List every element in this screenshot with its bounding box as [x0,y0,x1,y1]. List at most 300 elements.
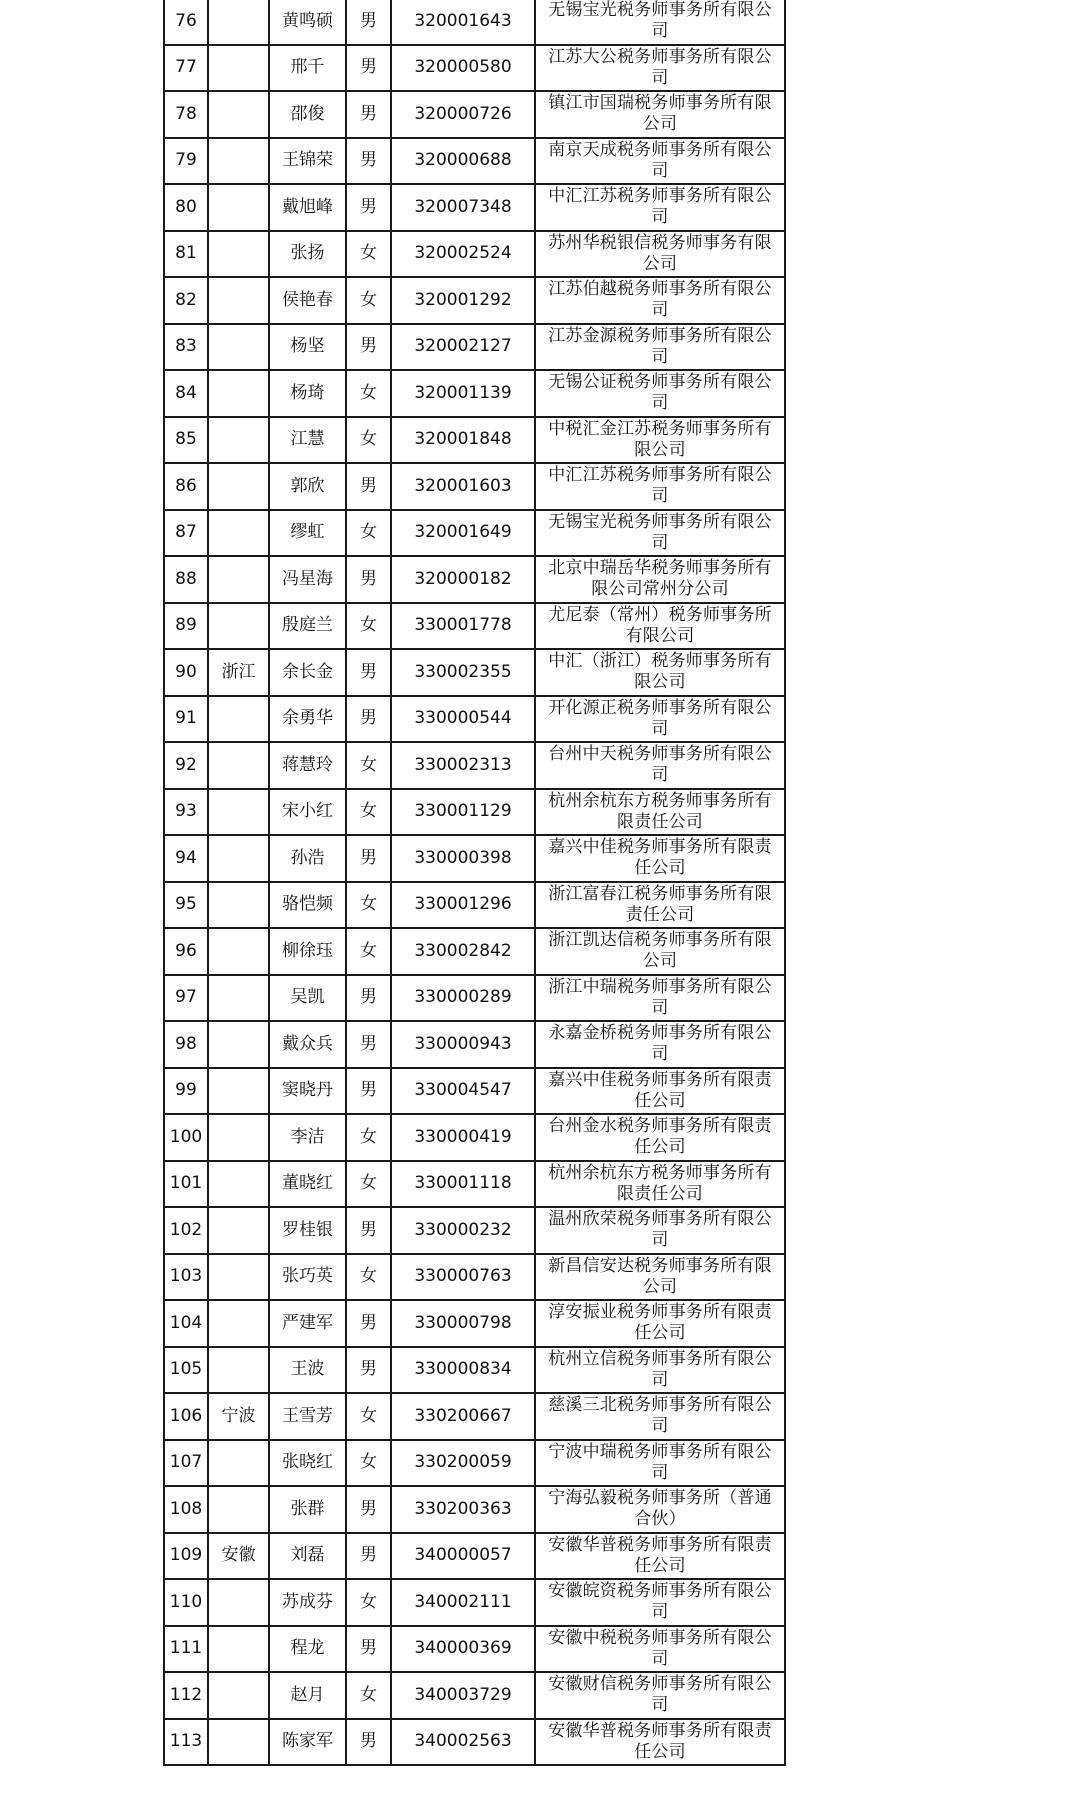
row-number-cell: 76 [164,0,208,45]
firm-cell [535,742,785,789]
table-row [164,789,785,836]
region-cell [208,324,269,371]
firm-cell [535,1254,785,1301]
firm-cell [535,91,785,138]
name-cell: 王雪芳 [269,1393,346,1440]
table-row [164,463,785,510]
certificate-number-cell: 330000798 [391,1300,535,1347]
table-row [164,324,785,371]
firm-name-line: 司 [651,765,669,786]
name-cell: 邢千 [269,45,346,92]
certificate-number-cell: 330002313 [391,742,535,789]
gender-cell: 男 [346,45,391,92]
firm-cell [535,835,785,882]
firm-name-line: 任公司 [634,858,686,879]
table-row [164,1533,785,1580]
region-cell [208,1347,269,1394]
gender-cell: 男 [346,184,391,231]
region-cell [208,1114,269,1161]
firm-name-line: 司 [651,532,669,553]
table-row [164,696,785,743]
name-cell: 冯星海 [269,556,346,603]
certificate-number-cell: 340003729 [391,1672,535,1719]
row-number-cell: 84 [164,370,208,417]
region-cell [208,510,269,557]
table-row [164,742,785,789]
firm-name-line: 温州欣荣税务师事务所有限公 [548,1209,772,1230]
gender-cell: 女 [346,928,391,975]
certificate-number-cell: 320000688 [391,138,535,185]
region-cell [208,1300,269,1347]
name-cell: 余勇华 [269,696,346,743]
region-cell [208,231,269,278]
name-cell: 王锦荣 [269,138,346,185]
row-number-cell: 94 [164,835,208,882]
gender-cell: 男 [346,975,391,1022]
region-cell [208,975,269,1022]
firm-name-line: 无锡宝光税务师事务所有限公 [548,0,772,21]
row-number-cell: 107 [164,1440,208,1487]
table-row [164,417,785,464]
gender-cell: 女 [346,1393,391,1440]
name-cell: 张扬 [269,231,346,278]
gender-cell: 女 [346,1114,391,1161]
gender-cell: 女 [346,1579,391,1626]
table-row [164,1719,785,1766]
table-row [164,1300,785,1347]
row-number-cell: 106 [164,1393,208,1440]
region-cell [208,463,269,510]
row-number-cell: 77 [164,45,208,92]
firm-name-line: 宁海弘毅税务师事务所（普通 [548,1488,772,1509]
firm-cell [535,417,785,464]
table-row [164,1347,785,1394]
firm-name-line: 司 [651,486,669,507]
name-cell: 吴凯 [269,975,346,1022]
firm-cell [535,45,785,92]
region-cell [208,184,269,231]
row-number-cell: 111 [164,1626,208,1673]
region-cell [208,138,269,185]
name-cell: 严建军 [269,1300,346,1347]
firm-cell [535,138,785,185]
firm-cell [535,324,785,371]
certificate-number-cell: 330001296 [391,882,535,929]
firm-name-line: 有限公司 [625,625,695,646]
firm-name-line: 安徽财信税务师事务所有限公 [548,1674,772,1695]
name-cell: 张巧英 [269,1254,346,1301]
firm-name-line: 南京天成税务师事务所有限公 [548,139,772,160]
name-cell: 戴旭峰 [269,184,346,231]
firm-name-line: 司 [651,67,669,88]
gender-cell: 女 [346,1440,391,1487]
region-cell [208,0,269,45]
table-row [164,138,785,185]
name-cell: 王波 [269,1347,346,1394]
row-number-cell: 98 [164,1021,208,1068]
gender-cell: 男 [346,1021,391,1068]
region-cell: 安徽 [208,1533,269,1580]
row-number-cell: 83 [164,324,208,371]
firm-name-line: 台州中天税务师事务所有限公 [548,744,772,765]
firm-name-line: 限公司 [634,672,686,693]
row-number-cell: 97 [164,975,208,1022]
table-row [164,1254,785,1301]
name-cell: 赵月 [269,1672,346,1719]
table-row [164,1068,785,1115]
firm-name-line: 无锡公证税务师事务所有限公 [548,372,772,393]
region-cell [208,45,269,92]
firm-name-line: 任公司 [634,1741,686,1762]
row-number-cell: 101 [164,1161,208,1208]
row-number-cell: 80 [164,184,208,231]
name-cell: 程龙 [269,1626,346,1673]
certificate-number-cell: 320002127 [391,324,535,371]
certificate-number-cell: 330000834 [391,1347,535,1394]
certificate-number-cell: 330200667 [391,1393,535,1440]
table-row [164,1161,785,1208]
row-number-cell: 105 [164,1347,208,1394]
name-cell: 刘磊 [269,1533,346,1580]
certificate-number-cell: 340000057 [391,1533,535,1580]
table-row [164,277,785,324]
firm-name-line: 无锡宝光税务师事务所有限公 [548,511,772,532]
region-cell: 浙江 [208,649,269,696]
table-row [164,1626,785,1673]
gender-cell: 女 [346,1254,391,1301]
name-cell: 余长金 [269,649,346,696]
firm-name-line: 公司 [642,1276,678,1297]
firm-name-line: 台州金水税务师事务所有限责 [548,1116,772,1137]
table-row [164,1440,785,1487]
name-cell: 柳徐珏 [269,928,346,975]
firm-name-line: 中汇（浙江）税务师事务所有 [548,651,772,672]
name-cell: 戴众兵 [269,1021,346,1068]
gender-cell: 男 [346,696,391,743]
table-row [164,370,785,417]
table-row [164,1672,785,1719]
firm-name-line: 江苏大公税务师事务所有限公 [548,46,772,67]
firm-name-line: 江苏伯越税务师事务所有限公 [548,279,772,300]
firm-cell [535,1486,785,1533]
region-cell [208,1068,269,1115]
table-row [164,45,785,92]
firm-name-line: 司 [651,718,669,739]
region-cell [208,1626,269,1673]
firm-name-line: 浙江中瑞税务师事务所有限公 [548,976,772,997]
firm-name-line: 永嘉金桥税务师事务所有限公 [548,1023,772,1044]
certificate-number-cell: 330002355 [391,649,535,696]
region-cell [208,789,269,836]
certificate-number-cell: 330000398 [391,835,535,882]
gender-cell: 男 [346,1207,391,1254]
table-row [164,1579,785,1626]
gender-cell: 男 [346,1533,391,1580]
certificate-number-cell: 330001778 [391,603,535,650]
table-row [164,1207,785,1254]
firm-name-line: 司 [651,160,669,181]
table-row [164,1114,785,1161]
firm-name-line: 安徽华普税务师事务所有限责 [548,1534,772,1555]
firm-name-line: 尤尼泰（常州）税务师事务所 [548,604,772,625]
region-cell [208,835,269,882]
firm-name-line: 慈溪三北税务师事务所有限公 [548,1395,772,1416]
certificate-number-cell: 320000182 [391,556,535,603]
firm-cell [535,1626,785,1673]
name-cell: 黄鸣硕 [269,0,346,45]
name-cell: 李洁 [269,1114,346,1161]
firm-cell [535,1021,785,1068]
firm-name-line: 淳安振业税务师事务所有限责 [548,1302,772,1323]
certificate-number-cell: 330000763 [391,1254,535,1301]
firm-cell [535,463,785,510]
firm-name-line: 嘉兴中佳税务师事务所有限责 [548,1069,772,1090]
firm-cell [535,277,785,324]
table-row [164,649,785,696]
row-number-cell: 79 [164,138,208,185]
firm-name-line: 司 [651,1230,669,1251]
name-cell: 杨琦 [269,370,346,417]
firm-name-line: 限公司常州分公司 [591,579,729,600]
row-number-cell: 91 [164,696,208,743]
name-cell: 苏成芬 [269,1579,346,1626]
row-number-cell: 103 [164,1254,208,1301]
name-cell: 宋小红 [269,789,346,836]
row-number-cell: 109 [164,1533,208,1580]
name-cell: 邵俊 [269,91,346,138]
region-cell [208,742,269,789]
name-cell: 陈家军 [269,1719,346,1766]
firm-name-line: 安徽华普税务师事务所有限责 [548,1720,772,1741]
region-cell [208,1486,269,1533]
row-number-cell: 85 [164,417,208,464]
firm-name-line: 中汇江苏税务师事务所有限公 [548,186,772,207]
table-row [164,603,785,650]
name-cell: 侯艳春 [269,277,346,324]
region-cell [208,1161,269,1208]
region-cell [208,91,269,138]
row-number-cell: 88 [164,556,208,603]
firm-name-line: 镇江市国瑞税务师事务所有限 [548,93,772,114]
region-cell [208,696,269,743]
row-number-cell: 90 [164,649,208,696]
firm-name-line: 安徽中税税务师事务所有限公 [548,1627,772,1648]
certificate-number-cell: 320001848 [391,417,535,464]
gender-cell: 女 [346,742,391,789]
gender-cell: 男 [346,1347,391,1394]
gender-cell: 男 [346,0,391,45]
firm-name-line: 宁波中瑞税务师事务所有限公 [548,1441,772,1462]
row-number-cell: 95 [164,882,208,929]
firm-cell [535,1161,785,1208]
region-cell [208,417,269,464]
row-number-cell: 81 [164,231,208,278]
row-number-cell: 108 [164,1486,208,1533]
region-cell [208,1672,269,1719]
gender-cell: 男 [346,1068,391,1115]
certificate-number-cell: 320002524 [391,231,535,278]
gender-cell: 男 [346,91,391,138]
firm-name-line: 江苏金源税务师事务所有限公 [548,325,772,346]
gender-cell: 女 [346,231,391,278]
table-row [164,556,785,603]
roster-table-body [164,0,785,1765]
region-cell [208,928,269,975]
firm-name-line: 中税汇金江苏税务师事务所有 [548,418,772,439]
row-number-cell: 113 [164,1719,208,1766]
firm-name-line: 杭州立信税务师事务所有限公 [548,1348,772,1369]
firm-name-line: 任公司 [634,1323,686,1344]
gender-cell: 女 [346,789,391,836]
table-row [164,231,785,278]
firm-cell [535,696,785,743]
firm-name-line: 司 [651,393,669,414]
table-row [164,1486,785,1533]
certificate-number-cell: 320001139 [391,370,535,417]
gender-cell: 女 [346,603,391,650]
firm-name-line: 司 [651,997,669,1018]
firm-name-line: 浙江凯达信税务师事务所有限 [548,930,772,951]
region-cell [208,1719,269,1766]
firm-name-line: 司 [651,300,669,321]
row-number-cell: 86 [164,463,208,510]
region-cell [208,1021,269,1068]
firm-name-line: 任公司 [634,1555,686,1576]
table-row [164,1021,785,1068]
gender-cell: 女 [346,1161,391,1208]
firm-name-line: 公司 [642,951,678,972]
firm-cell [535,603,785,650]
gender-cell: 男 [346,138,391,185]
certificate-number-cell: 330000289 [391,975,535,1022]
firm-cell [535,789,785,836]
gender-cell: 男 [346,1719,391,1766]
gender-cell: 男 [346,463,391,510]
firm-cell [535,1440,785,1487]
name-cell: 孙浩 [269,835,346,882]
table-row [164,1393,785,1440]
gender-cell: 女 [346,370,391,417]
name-cell: 蒋慧玲 [269,742,346,789]
name-cell: 张群 [269,1486,346,1533]
firm-cell [535,975,785,1022]
name-cell: 缪虹 [269,510,346,557]
firm-cell [535,510,785,557]
firm-cell [535,1347,785,1394]
gender-cell: 男 [346,649,391,696]
name-cell: 罗桂银 [269,1207,346,1254]
row-number-cell: 100 [164,1114,208,1161]
firm-cell [535,1579,785,1626]
firm-name-line: 司 [651,1416,669,1437]
firm-cell [535,1068,785,1115]
region-cell [208,370,269,417]
region-cell [208,1207,269,1254]
firm-name-line: 安徽皖资税务师事务所有限公 [548,1581,772,1602]
row-number-cell: 92 [164,742,208,789]
firm-name-line: 浙江富春江税务师事务所有限 [548,883,772,904]
firm-name-line: 司 [651,1462,669,1483]
gender-cell: 女 [346,1672,391,1719]
gender-cell: 女 [346,277,391,324]
row-number-cell: 112 [164,1672,208,1719]
firm-name-line: 司 [651,21,669,42]
table-row [164,510,785,557]
certificate-number-cell: 330000232 [391,1207,535,1254]
region-cell [208,1254,269,1301]
firm-cell [535,184,785,231]
gender-cell: 男 [346,1626,391,1673]
firm-name-line: 责任公司 [625,904,695,925]
firm-name-line: 司 [651,207,669,228]
row-number-cell: 96 [164,928,208,975]
region-cell [208,1440,269,1487]
row-number-cell: 82 [164,277,208,324]
certificate-number-cell: 320001643 [391,0,535,45]
firm-name-line: 杭州余杭东方税务师事务所有 [548,1162,772,1183]
certificate-number-cell: 330200059 [391,1440,535,1487]
firm-name-line: 限公司 [634,439,686,460]
firm-cell [535,1393,785,1440]
region-cell [208,882,269,929]
firm-name-line: 苏州华税银信税务师事务有限 [548,232,772,253]
gender-cell: 女 [346,882,391,929]
certificate-number-cell: 320001649 [391,510,535,557]
row-number-cell: 99 [164,1068,208,1115]
region-cell: 宁波 [208,1393,269,1440]
firm-cell [535,1672,785,1719]
name-cell: 董晓红 [269,1161,346,1208]
firm-name-line: 任公司 [634,1137,686,1158]
table-row [164,835,785,882]
row-number-cell: 89 [164,603,208,650]
firm-cell [535,0,785,45]
row-number-cell: 102 [164,1207,208,1254]
table-row [164,975,785,1022]
region-cell [208,603,269,650]
firm-name-line: 限责任公司 [617,1183,703,1204]
certificate-number-cell: 330001118 [391,1161,535,1208]
gender-cell: 男 [346,1300,391,1347]
firm-cell [535,370,785,417]
firm-name-line: 司 [651,1369,669,1390]
table-row [164,184,785,231]
row-number-cell: 87 [164,510,208,557]
certificate-number-cell: 330001129 [391,789,535,836]
firm-name-line: 开化源正税务师事务所有限公 [548,697,772,718]
firm-cell [535,1719,785,1766]
firm-name-line: 司 [651,1648,669,1669]
certificate-number-cell: 330004547 [391,1068,535,1115]
firm-cell [535,882,785,929]
row-number-cell: 93 [164,789,208,836]
firm-name-line: 公司 [642,253,678,274]
certificate-number-cell: 340000369 [391,1626,535,1673]
certificate-number-cell: 320000580 [391,45,535,92]
name-cell: 江慧 [269,417,346,464]
gender-cell: 女 [346,417,391,464]
name-cell: 张晓红 [269,1440,346,1487]
firm-name-line: 司 [651,346,669,367]
certificate-number-cell: 330002842 [391,928,535,975]
firm-name-line: 司 [651,1602,669,1623]
roster-table [163,0,786,1766]
firm-name-line: 任公司 [634,1090,686,1111]
firm-name-line: 新昌信安达税务师事务所有限 [548,1255,772,1276]
gender-cell: 男 [346,556,391,603]
gender-cell: 女 [346,510,391,557]
gender-cell: 男 [346,835,391,882]
